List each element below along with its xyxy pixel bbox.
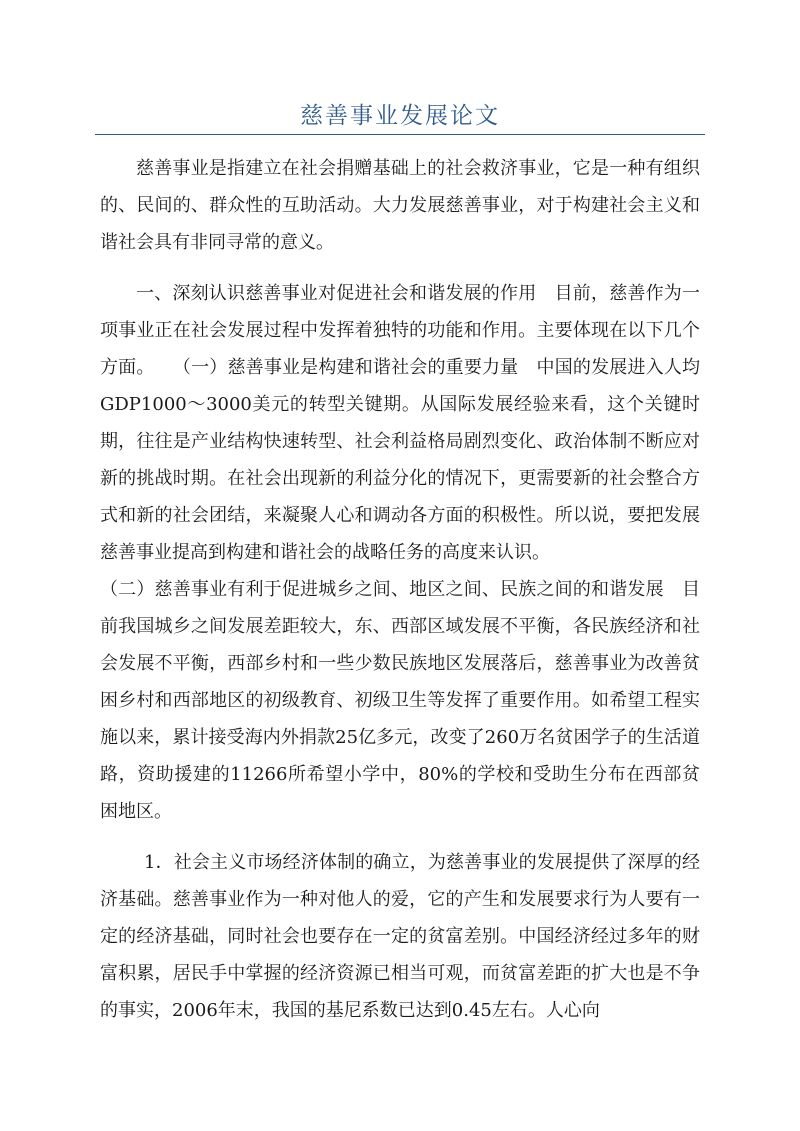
document-title: 慈善事业发展论文	[300, 103, 500, 129]
paragraph-point-one: 1．社会主义市场经济体制的确立，为慈善事业的发展提供了深厚的经济基础。慈善事业作为一种对他人的爱，它的产生和发展要求行为人要有一定的经济基础，同时社会也要存在一定的贫富差别。中国经济经过多年的财富积累，居民手中掌握的经济资源已相当可观，而贫富差距的扩大也是不争的事实，2006年末，我国的基尼系数已达到0.45左右。人心向	[100, 852, 700, 1021]
paragraph-spacer	[100, 830, 700, 844]
paragraph-section-two: （二）慈善事业有利于促进城乡之间、地区之间、民族之间的和谐发展 目前我国城乡之间发展差距较大，东、西部区域发展不平衡，各民族经济和社会发展不平衡，西部乡村和一些少数民族地区发展落后，慈善事业为改善贫困乡村和西部地区的初级教育、初级卫生等发挥了重要作用。如希望工程实施以来，累计接受海内外捐款25亿多元，改变了260万名贫困学子的生活道路，资助援建的11266所希望小学中，80%的学校和受助生分布在西部贫困地区。	[100, 579, 700, 822]
paragraph-intro: 慈善事业是指建立在社会捐赠基础上的社会救济事业，它是一种有组织的、民间的、群众性的互助活动。大力发展慈善事业，对于构建社会主义和谐社会具有非同寻常的意义。	[100, 158, 700, 253]
paragraph-spacer	[100, 261, 700, 275]
document-body	[100, 150, 700, 1029]
paragraph-section-one: 一、深刻认识慈善事业对促进社会和谐发展的作用 目前，慈善作为一项事业正在社会发展过程中发挥着独特的功能和作用。主要体现在以下几个方面。 （一）慈善事业是构建和谐社会的重要力量 中国的发展进入人均GDP1000～3000美元的转型关键期。从国际发展经验来看，这个关键时期，往往是产业结构快速转型、社会利益格局剧烈变化、政治体制不断应对新的挑战时期。在社会出现新的利益分化的情况下，更需要新的社会整合方式和新的社会团结，来凝聚人心和调动各方面的积极性。所以说，要把发展慈善事业提高到构建和谐社会的战略任务的高度来认识。	[100, 283, 700, 563]
title-underline	[95, 134, 705, 135]
